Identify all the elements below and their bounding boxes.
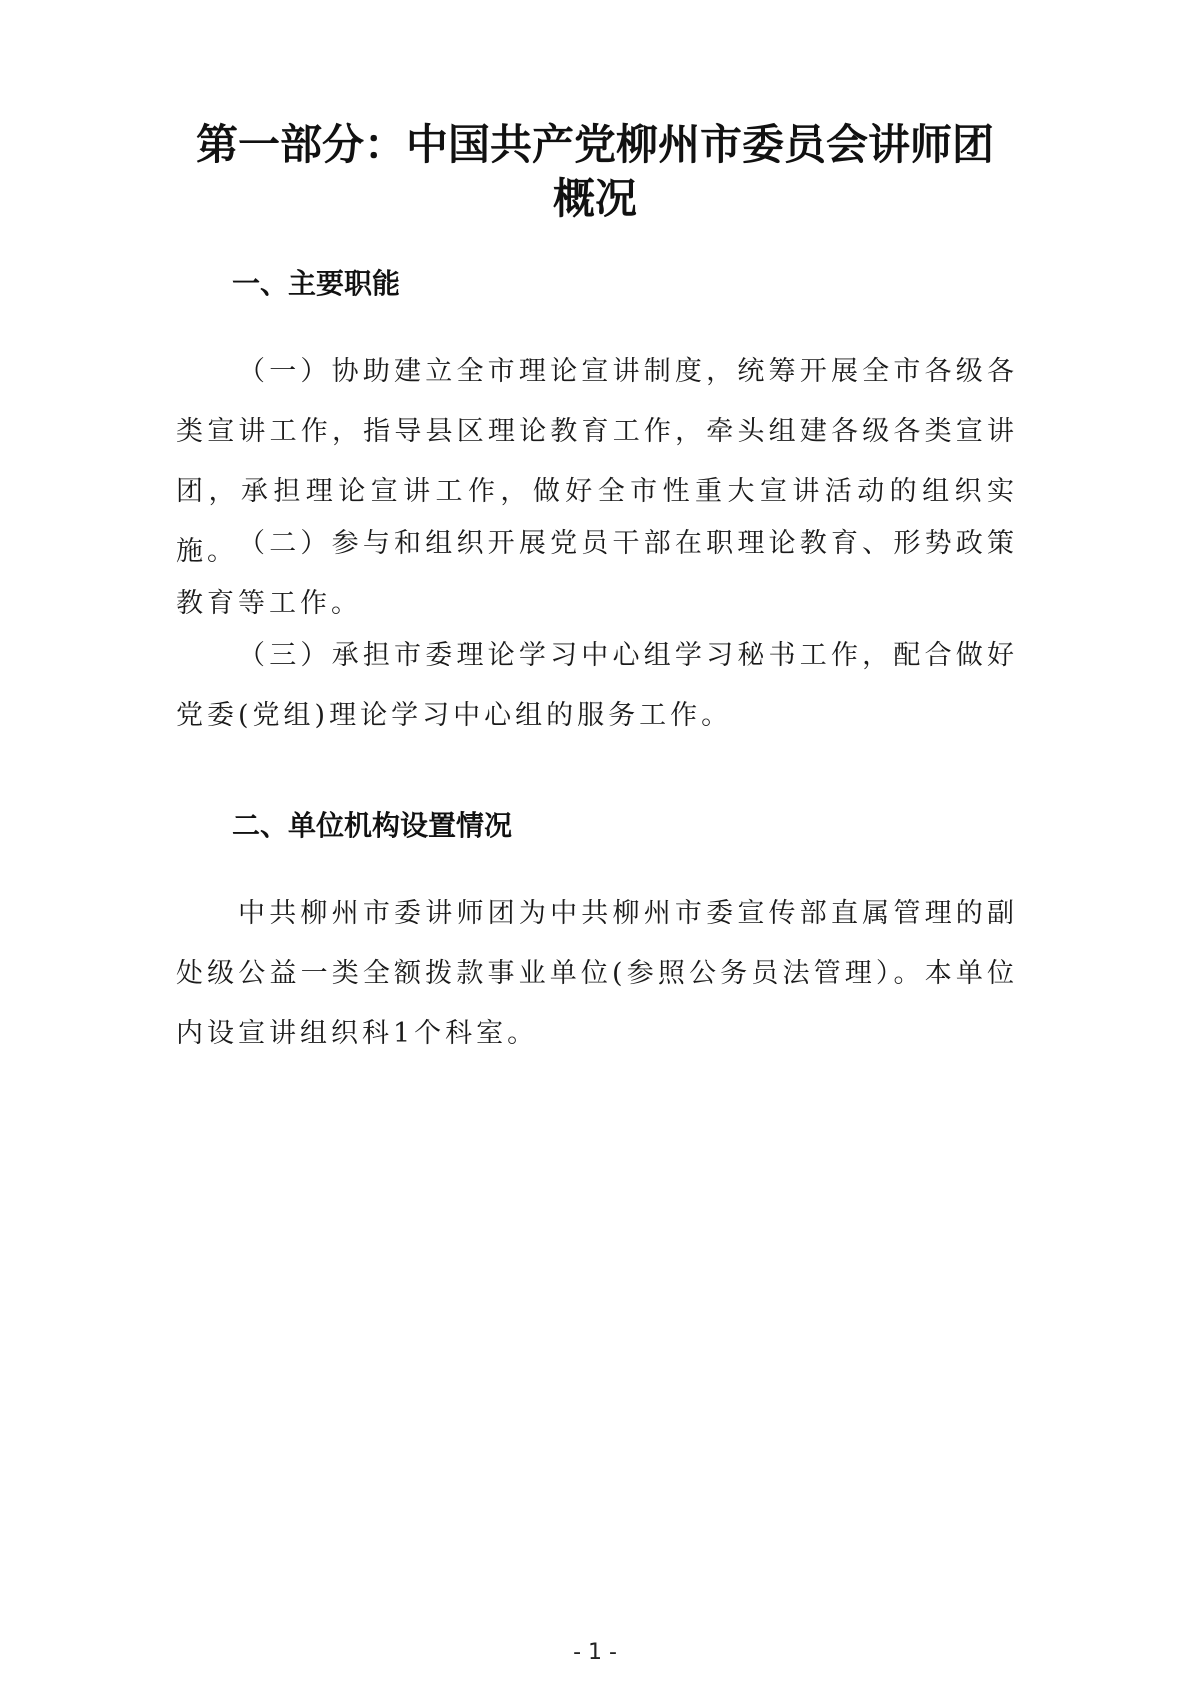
section-heading-functions: 一、主要职能 (232, 267, 401, 300)
page-title (170, 118, 1020, 226)
section-heading-organization: 二、单位机构设置情况 (232, 809, 513, 842)
paragraph-function-2: （二）参与和组织开展党员干部在职理论教育、形势政策教育等工作。 (176, 528, 1018, 619)
title-line-2: 概况 (552, 174, 637, 223)
paragraph-organization: 中共柳州市委讲师团为中共柳州市委宣传部直属管理的副处级公益一类全额拨款事业单位(参照公务员法管理）。本单位内设宣讲组织科1个科室。 (176, 898, 1018, 1049)
paragraph-function-3: （三）承担市委理论学习中心组学习秘书工作，配合做好党委(党组)理论学习中心组的服务工作。 (176, 640, 1018, 731)
paragraph-function-1: （一）协助建立全市理论宣讲制度，统筹开展全市各级各类宣讲工作，指导县区理论教育工作，牵头组建各级各类宣讲团，承担理论宣讲工作，做好全市性重大宣讲活动的组织实施。 (176, 356, 1018, 567)
page-number: - 1 - (573, 1640, 617, 1665)
title-line-1: 第一部分：中国共产党柳州市委员会讲师团 (195, 120, 994, 169)
